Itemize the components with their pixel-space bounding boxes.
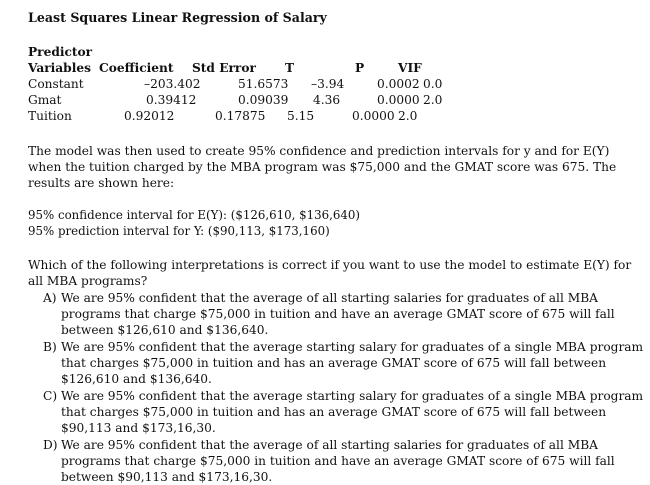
row-vif: 0.0 xyxy=(423,77,443,91)
option-letter: A) xyxy=(43,291,57,305)
row-coefficient: 0.39412 xyxy=(146,93,197,107)
row-std-error: 0.17875 xyxy=(215,109,266,123)
option-letter: C) xyxy=(43,389,58,403)
row-name: Tuition xyxy=(28,109,72,123)
row-coefficient: –203.402 xyxy=(144,77,201,91)
option-line: We are 95% confident that the average starting salary for graduates of a single MBA program xyxy=(61,340,644,354)
row-t: 4.36 xyxy=(313,93,341,107)
row-p: 0.0000 xyxy=(377,93,420,107)
option-line: We are 95% confident that the average of all starting salaries for graduates of all MBA xyxy=(61,291,598,305)
row-std-error: 0.09039 xyxy=(238,93,289,107)
option-line: between $126,610 and $136,640. xyxy=(61,323,269,337)
paragraph-line: when the tuition charged by the MBA program was $75,000 and the GMAT score was 675. The xyxy=(28,160,617,174)
option-line: $126,610 and $136,640. xyxy=(61,372,212,386)
row-p: 0.0000 xyxy=(352,109,395,123)
row-vif: 2.0 xyxy=(398,109,418,123)
question-line: all MBA programs? xyxy=(28,274,148,288)
row-vif: 2.0 xyxy=(423,93,443,107)
row-t: –3.94 xyxy=(311,77,345,91)
row-t: 5.15 xyxy=(287,109,315,123)
option-line: We are 95% confident that the average starting salary for graduates of a single MBA program xyxy=(61,389,644,403)
option-line: programs that charge $75,000 in tuition and have an average GMAT score of 675 will fall xyxy=(61,307,615,321)
option-line: that charges $75,000 in tuition and has an average GMAT score of 675 will fall between xyxy=(61,356,607,370)
header-variables: Variables xyxy=(28,61,91,75)
header-predictor: Predictor xyxy=(28,45,93,59)
header-std-error: Std Error xyxy=(192,61,256,75)
row-name: Constant xyxy=(28,77,84,91)
header-vif: VIF xyxy=(398,61,422,75)
row-p: 0.0002 xyxy=(377,77,420,91)
document-title: Least Squares Linear Regression of Salary xyxy=(28,10,327,25)
option-line: that charges $75,000 in tuition and has an average GMAT score of 675 will fall between xyxy=(61,405,607,419)
option-line: programs that charge $75,000 in tuition and have an average GMAT score of 675 will fall xyxy=(61,454,615,468)
question-line: Which of the following interpretations is correct if you want to use the model to estimate E(Y) for xyxy=(28,258,632,272)
header-t: T xyxy=(285,61,295,75)
row-std-error: 51.6573 xyxy=(238,77,289,91)
option-line: $90,113 and $173,16,30. xyxy=(61,421,216,435)
row-coefficient: 0.92012 xyxy=(124,109,175,123)
header-p: P xyxy=(355,61,365,75)
prediction-interval: 95% prediction interval for Y: ($90,113, $173,160) xyxy=(28,224,330,238)
option-letter: B) xyxy=(43,340,57,354)
header-coefficient: Coefficient xyxy=(99,61,174,75)
confidence-interval: 95% confidence interval for E(Y): ($126,610, $136,640) xyxy=(28,208,361,222)
option-letter: D) xyxy=(43,438,58,452)
option-line: We are 95% confident that the average of all starting salaries for graduates of all MBA xyxy=(61,438,598,452)
paragraph-line: The model was then used to create 95% confidence and prediction intervals for y and for E(Y) xyxy=(28,144,610,158)
paragraph-line: results are shown here: xyxy=(28,176,175,190)
option-line: between $90,113 and $173,16,30. xyxy=(61,470,273,484)
row-name: Gmat xyxy=(28,93,62,107)
